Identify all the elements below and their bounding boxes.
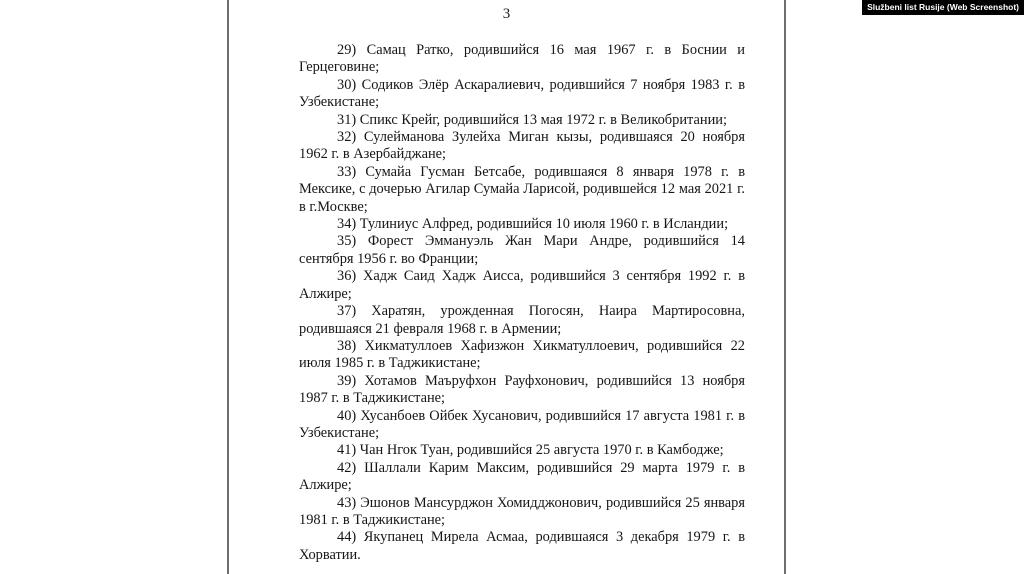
list-item: 32) Сулейманова Зулейха Миган кызы, родившаяся 20 ноября 1962 г. в Азербайджане;	[299, 129, 745, 163]
image-credit-label: Službeni list Rusije (Web Screenshot)	[862, 0, 1024, 15]
list-item: 39) Хотамов Маъруфхон Рауфхонович, родившийся 13 ноября 1987 г. в Таджикистане;	[299, 372, 745, 407]
document-page	[227, 0, 786, 574]
page-number: 3	[502, 6, 511, 22]
list-item: 31) Спикс Крейг, родившийся 13 мая 1972 г. в Великобритании;	[337, 111, 727, 128]
list-item: 35) Форест Эммануэль Жан Мари Андре, родившийся 14 сентября 1956 г. во Франции;	[299, 233, 745, 267]
list-item: 33) Сумайа Гусман Бетсабе, родившаяся 8 января 1978 г. в Мексике, с дочерью Агилар Сумайа Ларисой, родившейся 12 мая 2021 г. в г.Москве;	[299, 163, 745, 215]
list-item: 43) Эшонов Мансурджон Хомидджонович, родившийся 25 января 1981 г. в Таджикистане;	[299, 494, 745, 528]
list-item: 42) Шаллали Карим Максим, родившийся 29 марта 1979 г. в Алжире;	[299, 459, 745, 494]
list-item: 44) Якупанец Мирела Асмаа, родившаяся 3 декабря 1979 г. в Хорватии.	[299, 529, 745, 563]
entries-list	[299, 42, 745, 564]
list-item: 41) Чан Нгок Туан, родившийся 25 августа 1970 г. в Камбодже;	[337, 442, 724, 459]
list-item: 34) Тулиниус Алфред, родившийся 10 июля 1960 г. в Исландии;	[337, 216, 729, 233]
list-item: 29) Самац Ратко, родившийся 16 мая 1967 г. в Боснии и Герцеговине;	[299, 42, 745, 76]
list-item: 36) Хадж Саид Хадж Аисса, родившийся 3 сентября 1992 г. в Алжире;	[299, 268, 745, 302]
list-item: 38) Хикматуллоев Хафизжон Хикматуллоевич, родившийся 22 июля 1985 г. в Таджикистане;	[299, 337, 745, 372]
list-item: 30) Содиков Элёр Аскаралиевич, родившийся 7 ноября 1983 г. в Узбекистане;	[299, 76, 745, 111]
list-item: 40) Хусанбоев Ойбек Хусанович, родившийся 17 августа 1981 г. в Узбекистане;	[299, 407, 745, 441]
left-margin-area	[0, 0, 224, 574]
list-item: 37) Харатян, урожденная Погосян, Наира Мартиросовна, родившаяся 21 февраля 1968 г. в Армении;	[299, 303, 745, 337]
